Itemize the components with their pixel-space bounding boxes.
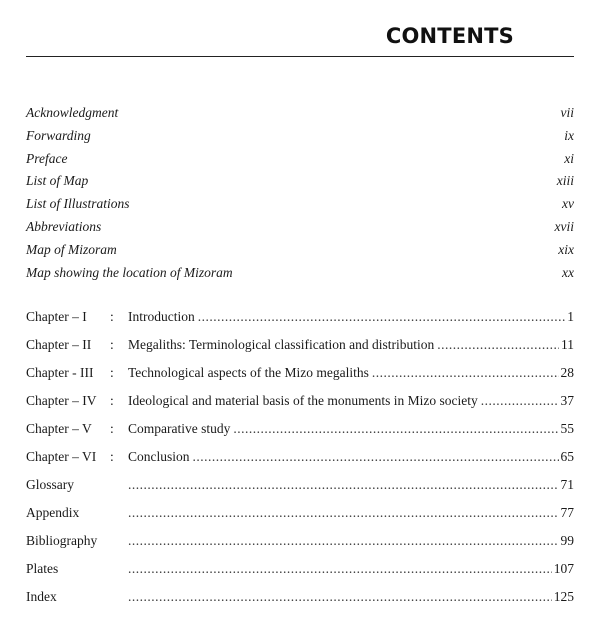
prelim-page: vii: [560, 105, 574, 120]
prelim-row: [26, 125, 574, 148]
prelim-row: [26, 239, 574, 262]
back-matter-row: [26, 471, 574, 499]
chapter-label: Chapter – II: [26, 337, 92, 352]
chapter-page: 37: [560, 393, 574, 408]
prelim-label: Abbreviations: [26, 218, 102, 234]
dot-leader: [437, 331, 559, 359]
chapter-row: [26, 443, 574, 471]
chapter-label: Chapter – VI: [26, 449, 97, 464]
prelim-row: [26, 102, 574, 125]
chapter-page: 65: [560, 449, 574, 464]
chapter-label: Chapter - III: [26, 365, 94, 380]
chapter-title: Technological aspects of the Mizo megaliths: [128, 365, 369, 380]
chapter-row: [26, 303, 574, 331]
back-matter-page: 107: [553, 561, 574, 576]
chapter-colon: :: [110, 365, 114, 380]
page-title: CONTENTS: [385, 24, 514, 48]
back-matter-row: [26, 555, 574, 583]
dot-leader: [193, 443, 559, 471]
back-matter-page: 71: [560, 477, 574, 492]
prelim-row: [26, 193, 574, 216]
chapter-label: Chapter – V: [26, 421, 92, 436]
prelim-page: xiii: [556, 173, 574, 189]
prelim-label: List of Map: [26, 173, 89, 189]
chapter-title: Comparative study: [128, 421, 231, 436]
chapters-list: [26, 303, 574, 611]
chapter-row: [26, 331, 574, 359]
chapter-page: 11: [561, 337, 574, 352]
back-matter-page: 125: [553, 589, 574, 604]
prelim-label: Acknowledgment: [26, 105, 119, 120]
chapter-colon: :: [110, 421, 114, 436]
chapter-colon: :: [110, 393, 114, 408]
back-matter-page: 99: [560, 533, 574, 548]
chapter-label: Chapter – IV: [26, 393, 97, 408]
prelim-page: xix: [558, 241, 574, 257]
dot-leader: [481, 387, 559, 415]
back-matter-label: Bibliography: [26, 533, 98, 548]
prelim-page: xvii: [554, 218, 574, 234]
back-matter-label: Glossary: [26, 477, 74, 492]
prelim-label: Preface: [26, 150, 68, 166]
chapter-row: [26, 415, 574, 443]
back-matter-row: [26, 527, 574, 555]
prelim-page: ix: [564, 127, 574, 143]
chapter-label: Chapter – I: [26, 309, 87, 324]
prelim-row: [26, 216, 574, 239]
dot-leader: [198, 303, 566, 331]
prelims-list: [26, 102, 574, 284]
chapter-title: Introduction: [128, 309, 195, 324]
dot-leader: [128, 527, 559, 555]
chapter-page: 55: [560, 421, 574, 436]
chapter-row: [26, 387, 574, 415]
prelim-label: Forwarding: [26, 127, 91, 143]
dot-leader: [128, 583, 552, 611]
chapter-page: 28: [560, 365, 574, 380]
chapter-title: Conclusion: [128, 449, 190, 464]
prelim-page: xv: [562, 196, 574, 212]
dot-leader: [372, 359, 559, 387]
dot-leader: [233, 415, 558, 443]
chapter-title: Ideological and material basis of the monuments in Mizo society: [128, 393, 478, 408]
prelim-label: Map showing the location of Mizoram: [26, 264, 233, 280]
prelim-row: [26, 170, 574, 193]
chapter-colon: :: [110, 309, 114, 324]
dot-leader: [128, 471, 559, 499]
dot-leader: [128, 555, 552, 583]
chapter-colon: :: [110, 449, 114, 464]
back-matter-label: Index: [26, 589, 57, 604]
back-matter-label: Plates: [26, 561, 59, 576]
prelim-row: [26, 262, 574, 285]
chapter-title: Megaliths: Terminological classification and distribution: [128, 337, 435, 352]
back-matter-page: 77: [560, 505, 574, 520]
prelim-label: Map of Mizoram: [26, 241, 117, 257]
prelim-label: List of Illustrations: [26, 196, 130, 212]
prelim-page: xx: [562, 264, 574, 280]
title-rule: [26, 56, 574, 57]
prelim-page: xi: [564, 150, 574, 166]
prelim-row: [26, 148, 574, 171]
chapter-colon: :: [110, 337, 114, 352]
back-matter-label: Appendix: [26, 505, 80, 520]
chapter-page: 1: [567, 309, 574, 324]
chapter-row: [26, 359, 574, 387]
back-matter-row: [26, 499, 574, 527]
dot-leader: [128, 499, 559, 527]
back-matter-row: [26, 583, 574, 611]
